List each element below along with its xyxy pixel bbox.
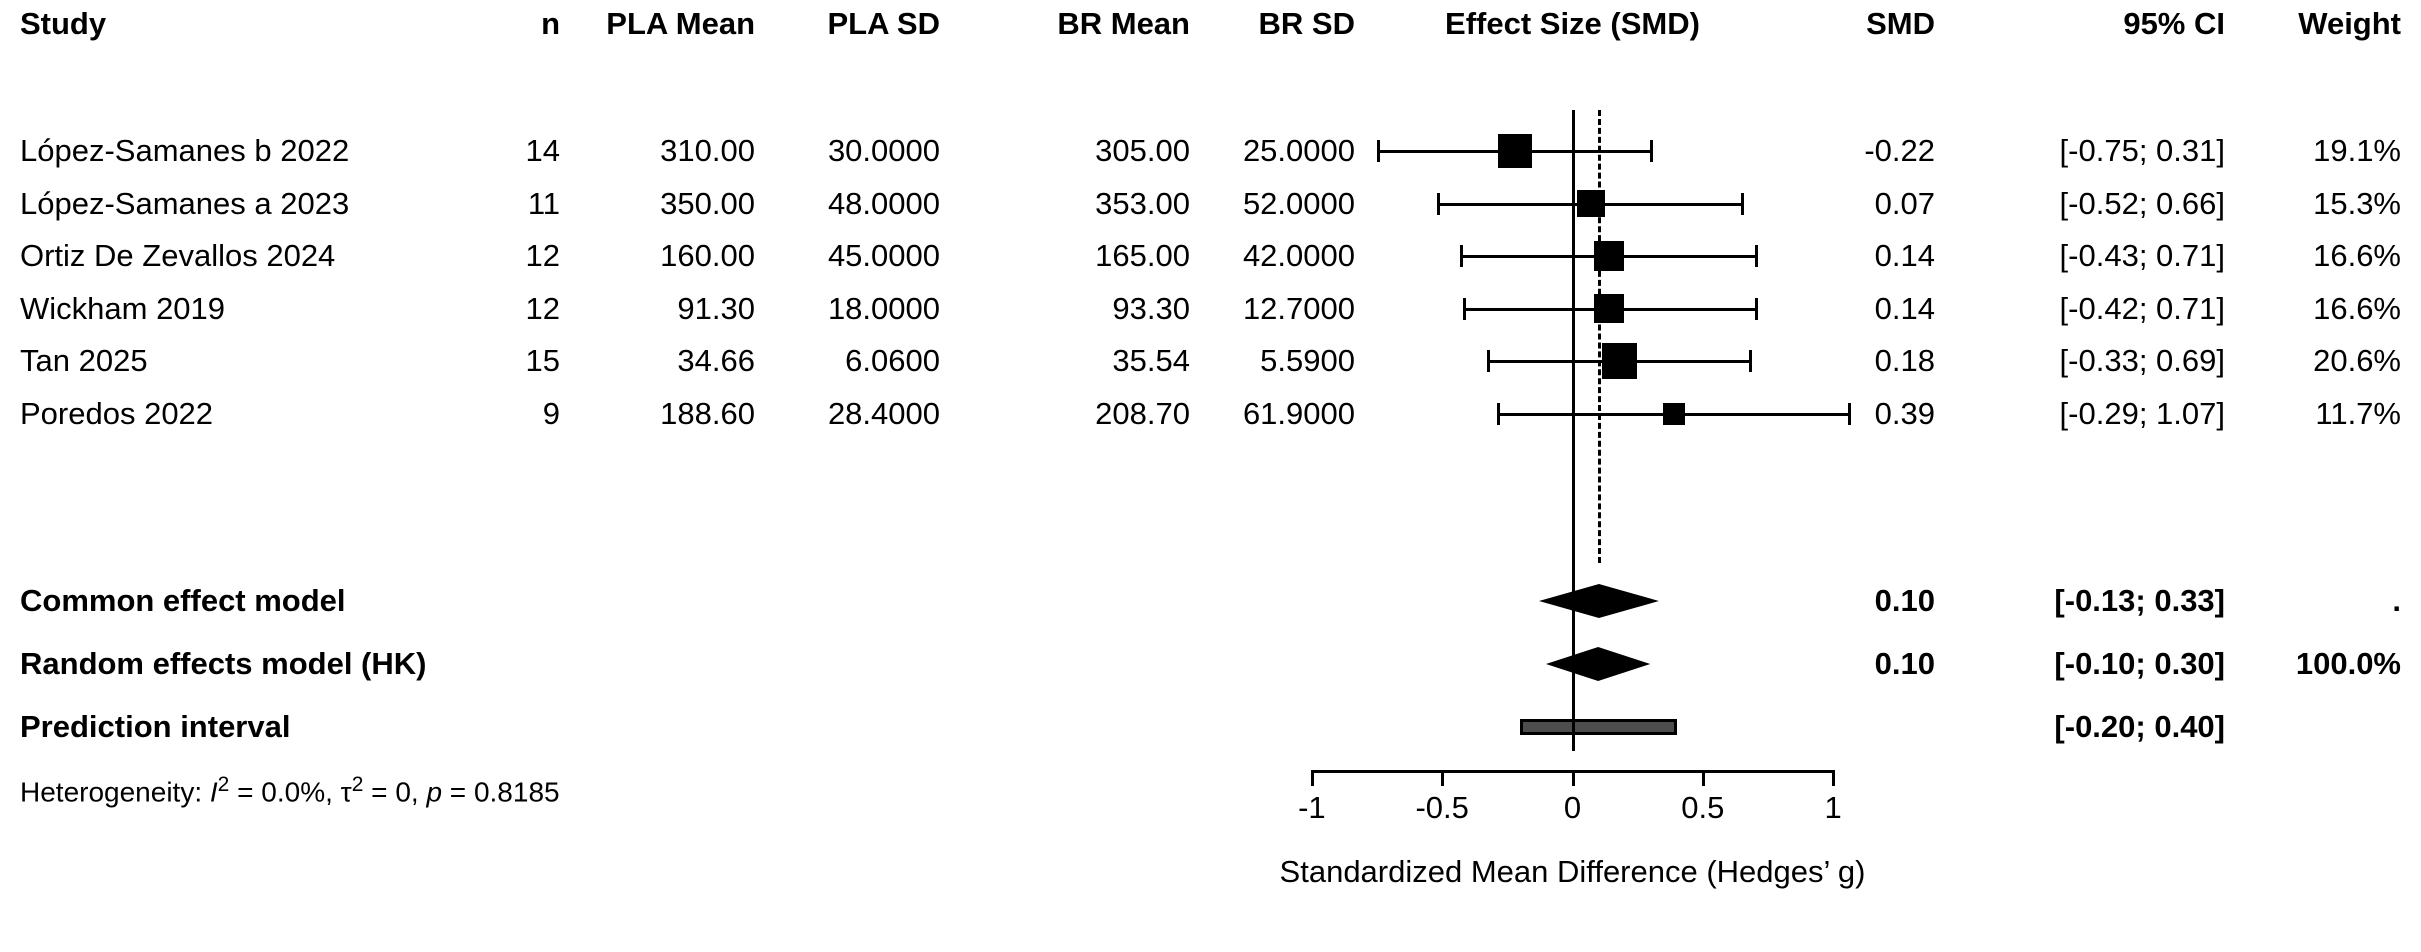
study-br-sd: 61.9000 [1242, 395, 1355, 431]
ci-cap-left [1487, 350, 1490, 372]
summary-smd-value: 0.10 [1874, 583, 1935, 618]
column-header-pla-sd: PLA SD [827, 6, 940, 41]
study-weight-value: 15.3% [2313, 185, 2401, 221]
x-axis-tick [1441, 770, 1444, 786]
x-axis-tick [1311, 770, 1314, 786]
study-ci-value: [-0.33; 0.69] [2059, 343, 2225, 378]
column-header-weight: Weight [2298, 6, 2401, 41]
x-axis-label: Standardized Mean Difference (Hedges’ g) [1279, 854, 1866, 889]
study-ci-value: [-0.29; 1.07] [2059, 395, 2225, 431]
study-label: Wickham 2019 [20, 290, 226, 326]
ci-cap-left [1437, 193, 1440, 215]
study-label: Ortiz De Zevallos 2024 [20, 238, 336, 273]
study-pla-mean: 188.60 [660, 395, 755, 431]
summary-ci-value: [-0.13; 0.33] [2054, 583, 2225, 618]
study-n: 11 [527, 185, 560, 221]
study-pla-sd: 45.0000 [827, 238, 940, 273]
study-label: Poredos 2022 [20, 395, 214, 431]
ci-cap-right [1755, 245, 1758, 267]
study-pla-mean: 310.00 [660, 133, 755, 168]
ci-cap-right [1749, 350, 1752, 372]
study-weight-value: 19.1% [2313, 133, 2401, 168]
study-n: 9 [542, 395, 560, 431]
study-pla-sd: 28.4000 [827, 395, 940, 431]
ci-cap-left [1497, 403, 1500, 425]
x-axis-tick [1702, 770, 1705, 786]
study-weight-value: 20.6% [2313, 343, 2401, 378]
x-axis-tick [1572, 770, 1575, 786]
study-br-mean: 165.00 [1095, 238, 1190, 273]
study-ci-value: [-0.75; 0.31] [2059, 133, 2225, 168]
study-smd-value: 0.14 [1874, 290, 1935, 326]
study-ci-value: [-0.43; 0.71] [2059, 238, 2225, 273]
study-br-sd: 12.7000 [1242, 290, 1355, 326]
study-br-sd: 5.5900 [1260, 343, 1355, 378]
ci-cap-left [1463, 298, 1466, 320]
study-pla-mean: 160.00 [660, 238, 755, 273]
ci-cap-right [1755, 298, 1758, 320]
summary-weight-value: . [2392, 583, 2401, 618]
study-label: Tan 2025 [20, 343, 148, 378]
summary-label: Common effect model [20, 583, 346, 618]
effect-size-marker [1663, 403, 1685, 425]
study-br-sd: 25.0000 [1242, 133, 1355, 168]
ci-cap-left [1377, 140, 1380, 162]
study-n: 14 [525, 133, 560, 168]
effect-size-marker [1498, 134, 1531, 167]
summary-ci-value: [-0.10; 0.30] [2054, 646, 2225, 681]
study-smd-value: 0.39 [1874, 395, 1935, 431]
study-label: López-Samanes a 2023 [20, 185, 350, 221]
summary-smd-value: 0.10 [1874, 646, 1935, 681]
study-br-mean: 93.30 [1112, 290, 1190, 326]
x-axis-tick [1832, 770, 1835, 786]
study-ci-value: [-0.52; 0.66] [2059, 185, 2225, 221]
x-axis-tick-label: -0.5 [1415, 790, 1469, 825]
column-header-n: n [541, 6, 560, 41]
study-n: 12 [525, 238, 560, 273]
summary-ci-value: [-0.20; 0.40] [2054, 709, 2225, 744]
study-ci-value: [-0.42; 0.71] [2059, 290, 2225, 326]
x-axis-tick-label: -1 [1298, 790, 1326, 825]
study-pla-sd: 30.0000 [827, 133, 940, 168]
study-br-mean: 353.00 [1095, 185, 1190, 221]
study-pla-sd: 6.0600 [845, 343, 940, 378]
study-smd-value: -0.22 [1864, 133, 1935, 168]
plot-title: Effect Size (SMD) [1445, 6, 1700, 41]
study-br-sd: 42.0000 [1242, 238, 1355, 273]
study-pla-mean: 350.00 [660, 185, 755, 221]
study-pla-mean: 91.30 [677, 290, 755, 326]
ci-cap-right [1848, 403, 1851, 425]
x-axis-tick-label: 1 [1824, 790, 1842, 825]
study-label: López-Samanes b 2022 [20, 133, 350, 168]
null-effect-line [1572, 110, 1575, 751]
study-weight-value: 16.6% [2313, 238, 2401, 273]
summary-diamond [1537, 582, 1661, 620]
ci-cap-right [1650, 140, 1653, 162]
study-smd-value: 0.18 [1874, 343, 1935, 378]
study-smd-value: 0.07 [1874, 185, 1935, 221]
x-axis-tick-label: 0.5 [1681, 790, 1725, 825]
column-header-br-sd: BR SD [1258, 6, 1355, 41]
x-axis-tick-label: 0 [1563, 790, 1582, 825]
summary-weight-value: 100.0% [2295, 646, 2401, 681]
summary-label: Random effects model (HK) [20, 646, 427, 681]
study-smd-value: 0.14 [1874, 238, 1935, 273]
prediction-interval-bar [1520, 719, 1676, 735]
study-n: 12 [525, 290, 560, 326]
ci-cap-right [1741, 193, 1744, 215]
column-header-br-mean: BR Mean [1057, 6, 1190, 41]
study-weight-value: 11.7% [2315, 395, 2401, 431]
study-br-sd: 52.0000 [1242, 185, 1355, 221]
study-br-mean: 305.00 [1095, 133, 1190, 168]
ci-cap-left [1460, 245, 1463, 267]
heterogeneity-text: Heterogeneity: $I^2 = 0.0\%$, $\tau^2 = 0$, p = 0.8185 [20, 773, 560, 808]
column-header-smd: SMD [1866, 6, 1935, 41]
study-br-mean: 35.54 [1112, 343, 1190, 378]
pooled-effect-dashed-line [1598, 110, 1601, 563]
study-pla-mean: 34.66 [677, 343, 755, 378]
column-header-ci: 95% CI [2123, 6, 2225, 41]
study-pla-sd: 18.0000 [827, 290, 940, 326]
column-header-study: Study [20, 6, 107, 41]
study-n: 15 [525, 343, 560, 378]
study-br-mean: 208.70 [1095, 395, 1190, 431]
summary-label: Prediction interval [20, 709, 291, 744]
summary-diamond [1544, 645, 1652, 683]
study-pla-sd: 48.0000 [827, 185, 940, 221]
effect-size-marker [1602, 343, 1638, 379]
column-header-pla-mean: PLA Mean [606, 6, 755, 41]
study-weight-value: 16.6% [2313, 290, 2401, 326]
